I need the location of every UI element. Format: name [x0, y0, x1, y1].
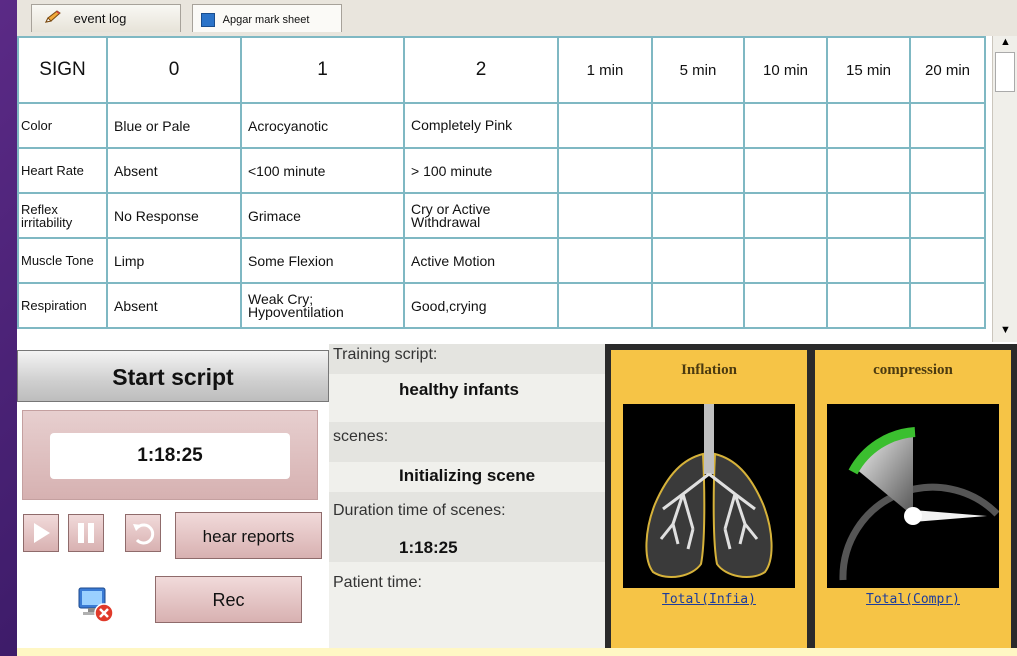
duration-value: 1:18:25	[399, 538, 458, 557]
score-5min-cell[interactable]	[652, 148, 744, 193]
score-1-cell: Acrocyanotic	[241, 103, 404, 148]
compression-total-link[interactable]: Total(Compr)	[866, 592, 960, 607]
hear-reports-button[interactable]: hear reports	[175, 512, 322, 559]
apgar-table	[17, 36, 986, 329]
script-controls	[17, 344, 329, 656]
score-10min-cell[interactable]	[744, 283, 827, 328]
sign-cell: Color	[18, 103, 107, 148]
tab-apgar-mark-sheet[interactable]	[192, 4, 342, 32]
score-20min-cell[interactable]	[910, 238, 985, 283]
column-header: 5 min	[652, 37, 744, 103]
score-1min-cell[interactable]	[558, 238, 652, 283]
start-script-button[interactable]: Start script	[17, 350, 329, 402]
score-5min-cell[interactable]	[652, 193, 744, 238]
score-1-cell: Weak Cry; Hypoventilation	[241, 283, 404, 328]
duration-label: Duration time of scenes:	[333, 502, 506, 519]
score-2-cell: > 100 minute	[404, 148, 558, 193]
score-20min-cell[interactable]	[910, 283, 985, 328]
lungs-icon	[623, 404, 795, 588]
score-1-cell: Grimace	[241, 193, 404, 238]
tab-label: event log	[73, 11, 127, 26]
bottom-area	[17, 344, 1017, 656]
score-20min-cell[interactable]	[910, 148, 985, 193]
column-header: SIGN	[18, 37, 107, 103]
inflation-panel	[611, 350, 807, 652]
pause-icon	[69, 515, 103, 551]
score-5min-cell[interactable]	[652, 238, 744, 283]
score-15min-cell[interactable]	[827, 193, 910, 238]
score-1-cell: Some Flexion	[241, 238, 404, 283]
table-header-row	[18, 37, 985, 103]
script-info	[329, 344, 605, 656]
tab-label: Apgar mark sheet	[222, 14, 310, 26]
score-15min-cell[interactable]	[827, 283, 910, 328]
main-panel	[17, 36, 1017, 656]
rec-button[interactable]: Rec	[155, 576, 302, 623]
inflation-total-link[interactable]: Total(Infia)	[662, 592, 756, 607]
scenes-value: Initializing scene	[399, 466, 536, 485]
score-2-cell: Completely Pink	[404, 103, 558, 148]
gauges-area	[605, 344, 1017, 656]
table-scrollbar[interactable]	[992, 36, 1017, 342]
column-header: 20 min	[910, 37, 985, 103]
table-row	[18, 283, 985, 328]
scroll-down-arrow-icon[interactable]: ▼	[1000, 324, 1011, 336]
score-10min-cell[interactable]	[744, 238, 827, 283]
sign-cell: Respiration	[18, 283, 107, 328]
score-0-cell: Absent	[107, 148, 241, 193]
status-strip	[17, 648, 1017, 656]
score-20min-cell[interactable]	[910, 193, 985, 238]
compression-panel	[815, 350, 1011, 652]
score-15min-cell[interactable]	[827, 148, 910, 193]
sign-cell: Reflex irritability	[18, 193, 107, 238]
table-row	[18, 103, 985, 148]
score-0-cell: Blue or Pale	[107, 103, 241, 148]
score-0-cell: Limp	[107, 238, 241, 283]
column-header: 10 min	[744, 37, 827, 103]
score-10min-cell[interactable]	[744, 193, 827, 238]
patient-time-label: Patient time:	[333, 574, 422, 591]
scenes-label: scenes:	[333, 428, 389, 445]
undo-icon	[126, 515, 160, 551]
column-header: 1	[241, 37, 404, 103]
tab-event-log[interactable]	[31, 4, 181, 32]
pause-button[interactable]	[68, 514, 104, 552]
score-1min-cell[interactable]	[558, 103, 652, 148]
table-row	[18, 238, 985, 283]
score-0-cell: No Response	[107, 193, 241, 238]
play-button[interactable]	[23, 514, 59, 552]
score-15min-cell[interactable]	[827, 103, 910, 148]
score-2-cell: Good,crying	[404, 283, 558, 328]
timer-display: 1:18:25	[50, 433, 290, 479]
score-5min-cell[interactable]	[652, 103, 744, 148]
score-1min-cell[interactable]	[558, 193, 652, 238]
score-15min-cell[interactable]	[827, 238, 910, 283]
score-1-cell: <100 minute	[241, 148, 404, 193]
score-20min-cell[interactable]	[910, 103, 985, 148]
timer-panel	[22, 410, 318, 500]
sign-cell: Muscle Tone	[18, 238, 107, 283]
score-1min-cell[interactable]	[558, 148, 652, 193]
score-2-cell: Active Motion	[404, 238, 558, 283]
compression-title: compression	[873, 362, 953, 378]
score-5min-cell[interactable]	[652, 283, 744, 328]
computer-disconnected-icon[interactable]	[77, 584, 115, 624]
score-10min-cell[interactable]	[744, 103, 827, 148]
sign-cell: Heart Rate	[18, 148, 107, 193]
play-icon	[24, 515, 58, 551]
score-1min-cell[interactable]	[558, 283, 652, 328]
column-header: 2	[404, 37, 558, 103]
score-10min-cell[interactable]	[744, 148, 827, 193]
compression-gauge-icon	[827, 404, 999, 588]
reset-button[interactable]	[125, 514, 161, 552]
scrollbar-thumb[interactable]	[995, 52, 1015, 92]
inflation-title: Inflation	[681, 362, 737, 378]
training-script-label: Training script:	[333, 346, 438, 363]
score-0-cell: Absent	[107, 283, 241, 328]
document-icon	[201, 13, 215, 27]
pencil-icon	[44, 6, 62, 34]
scroll-up-arrow-icon[interactable]: ▲	[1000, 36, 1011, 48]
tab-bar	[17, 0, 1017, 37]
table-row	[18, 193, 985, 238]
table-row	[18, 148, 985, 193]
column-header: 0	[107, 37, 241, 103]
column-header: 15 min	[827, 37, 910, 103]
score-2-cell: Cry or Active Withdrawal	[404, 193, 558, 238]
column-header: 1 min	[558, 37, 652, 103]
apgar-table-container	[17, 36, 992, 342]
training-script-value: healthy infants	[399, 380, 519, 399]
